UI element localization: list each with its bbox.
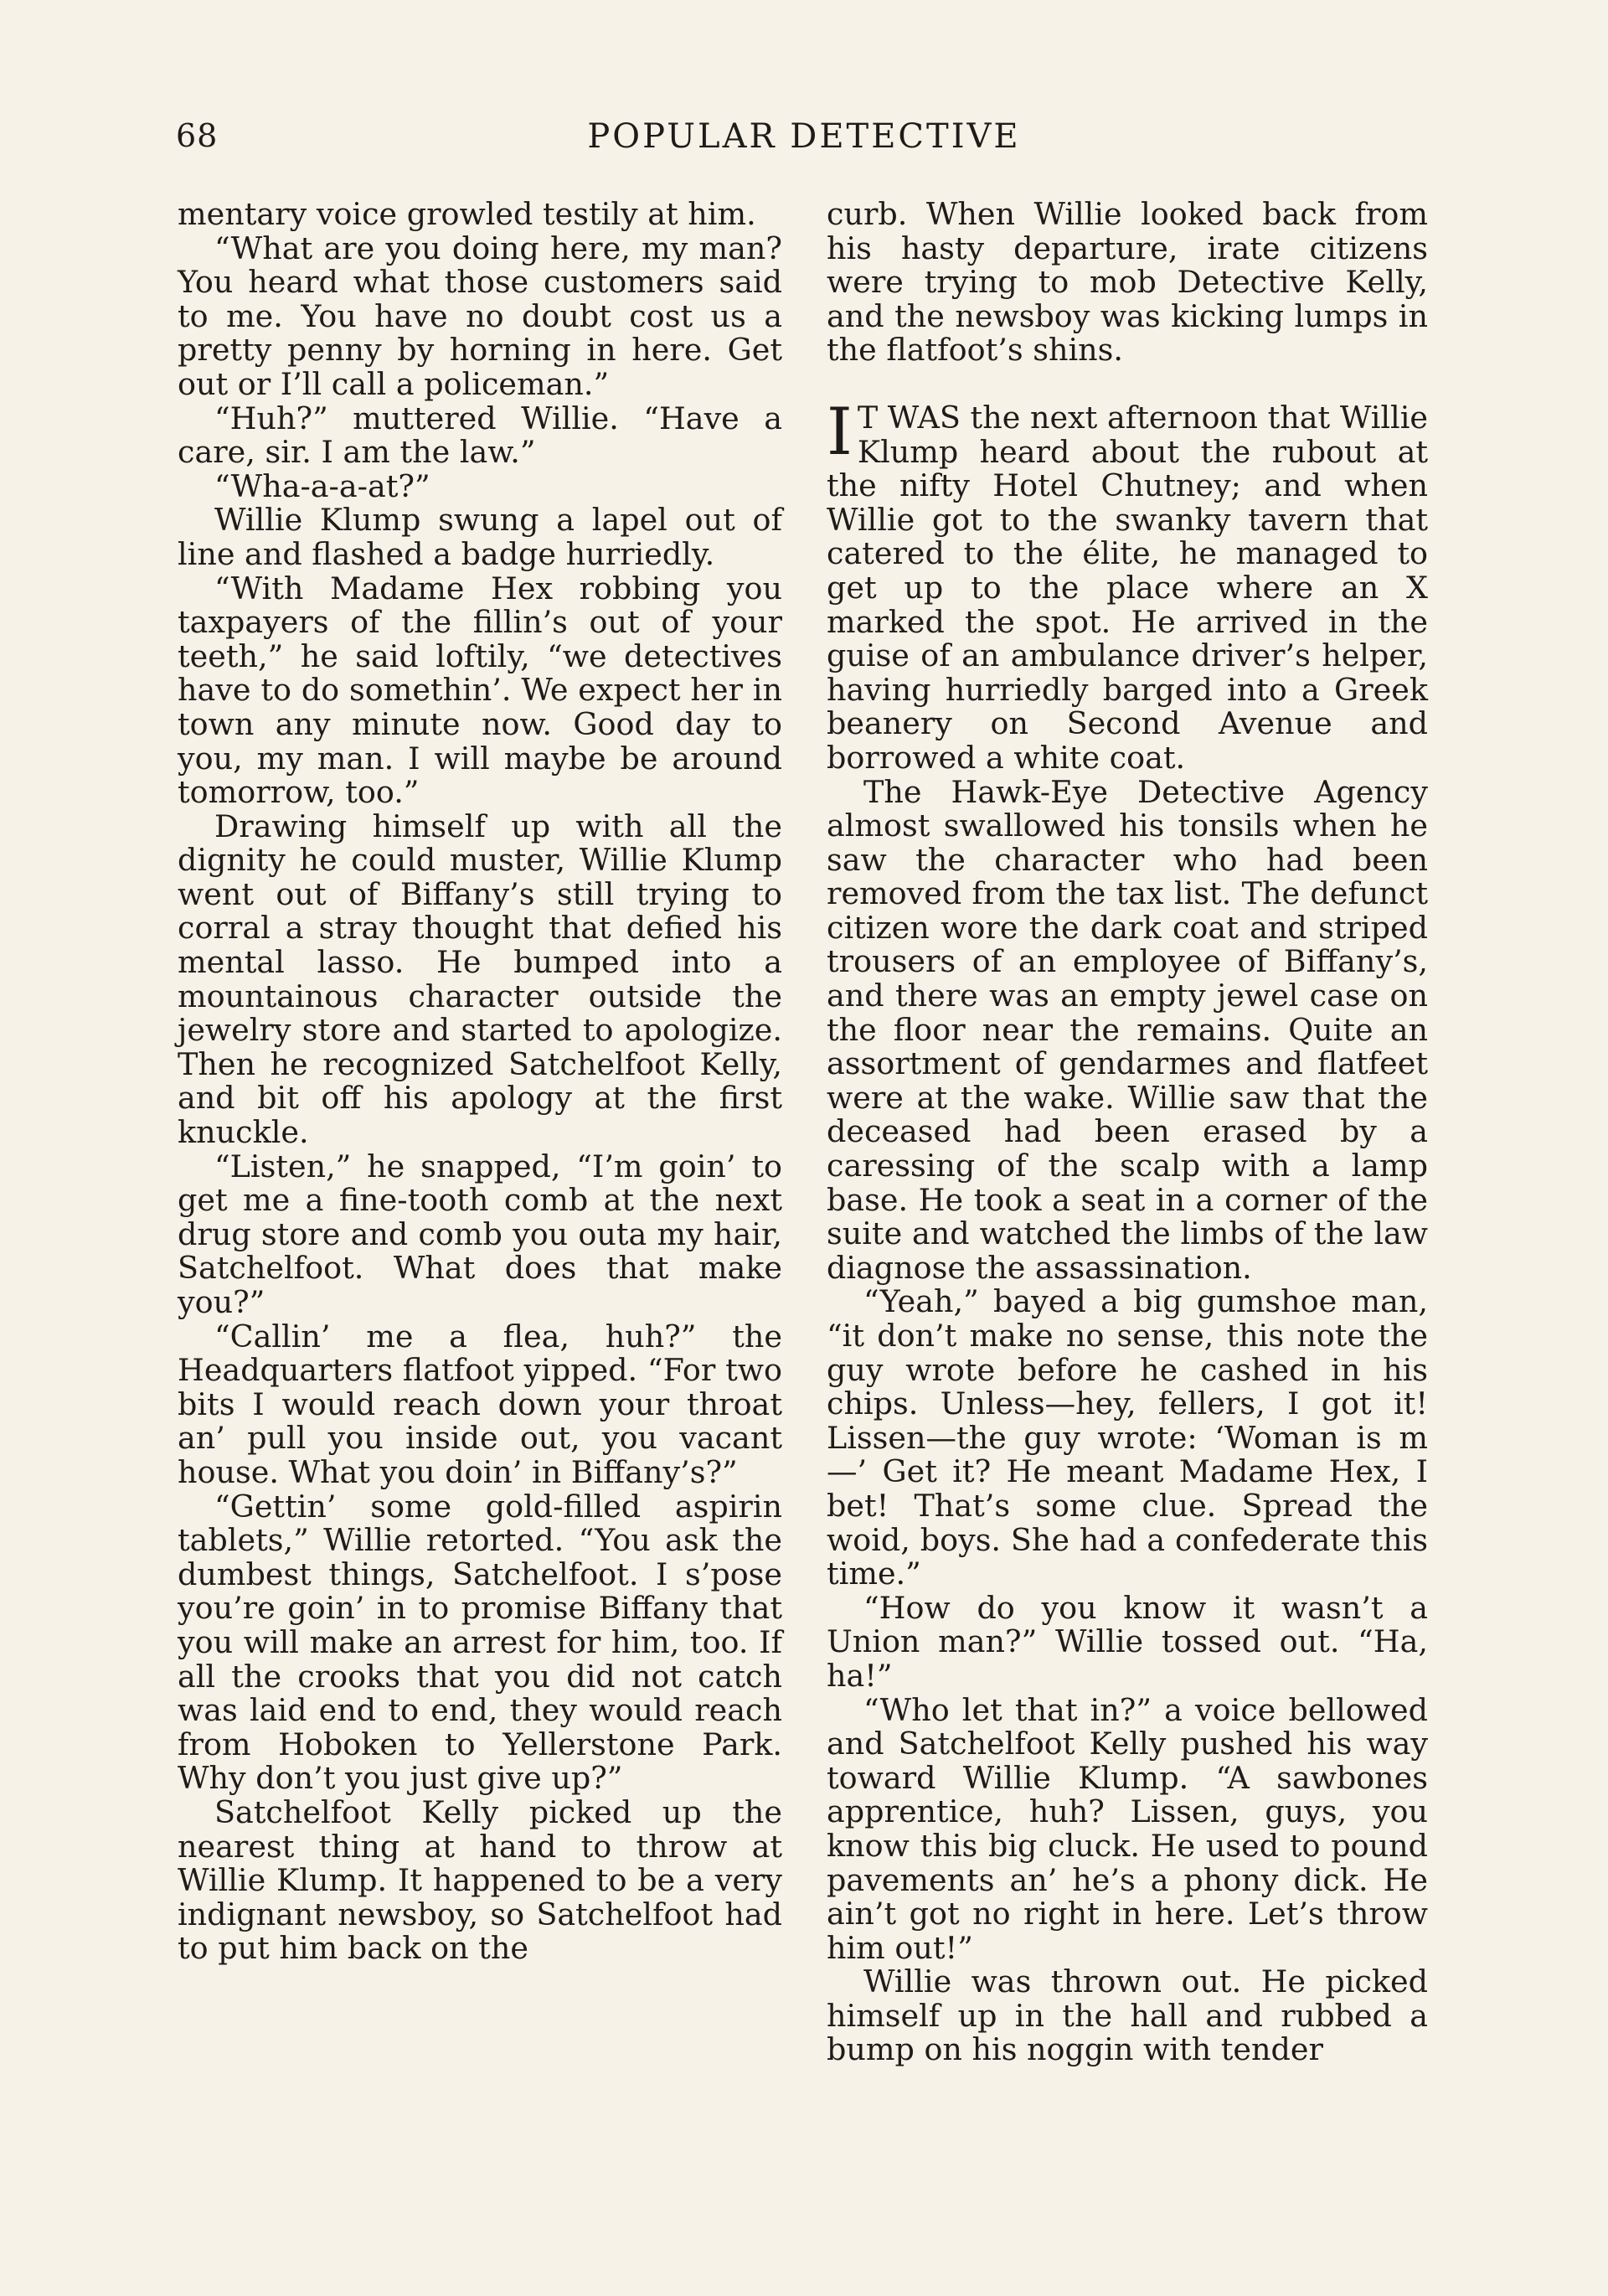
paragraph: curb. When Willie looked back from his hasty departure, irate citizens were trying to mob Detective Kelly, and the newsboy was kicking lumps in the flatfoot’s shins. — [827, 196, 1428, 369]
drop-cap: I — [827, 394, 853, 470]
running-title: POPULAR DETECTIVE — [587, 117, 1021, 156]
paragraph: Satchelfoot Kelly picked up the nearest thing at hand to throw at Willie Klump. It happened to be a very indignant newsboy, so Satchelfoot had to put him back on the — [178, 1793, 782, 1967]
section-opening-text: T WAS the next afternoon that Willie Klump heard about the rubout at the nifty Hotel Chutney; and when Willie got to the swanky tavern that catered to the élite, he managed to get up to the place where an X marked the spot. He arrived in the guise of an ambulance driver’s helper, having hurriedly barged into a Greek beanery on Second Avenue and borrowed a white coat. — [827, 399, 1428, 776]
paragraph: “With Madame Hex robbing you taxpayers of the fillin’s out of your teeth,” he said loftily, “we detectives have to do somethin’. We expect her in town any minute now. Good day to you, my man. I will maybe be around tomorrow, too.” — [178, 570, 782, 811]
paragraph: “How do you know it wasn’t a Union man?” Willie tossed out. “Ha, ha!” — [827, 1589, 1428, 1694]
section-opening-paragraph — [827, 394, 1428, 776]
paragraph: “Callin’ me a flea, huh?” the Headquarters flatfoot yipped. “For two bits I would reach down your throat an’ pull you inside out, you vacant house. What you doin’ in Biffany’s?” — [178, 1318, 782, 1490]
left-column — [178, 198, 782, 1966]
paragraph: Willie Klump swung a lapel out of line and flashed a badge hurriedly. — [178, 502, 782, 572]
paragraph: “What are you doing here, my man? You heard what those customers said to me. You have no doubt cost us a pretty penny by horning in here. Get out or I’ll call a policeman.” — [178, 230, 782, 402]
paragraph: “Wha-a-a-at?” — [214, 467, 430, 504]
paragraph: “Who let that in?” a voice bellowed and Satchelfoot Kelly pushed his way toward Willie Klump. “A sawbones apprentice, huh? Lissen, guys, you know this big cluck. He used to pound pavements an’ he’s a phony dick. He ain’t got no right in here. Let’s throw him out!” — [827, 1691, 1428, 1966]
paragraph: The Hawk-Eye Detective Agency almost swallowed his tonsils when he saw the character who had been removed from the tax list. The defunct citizen wore the dark coat and striped trousers of an employee of Biffany’s, and there was an empty jewel case on the floor near the remains. Quite an assortment of gendarmes and flatfeet were at the wake. Willie saw that the deceased had been erased by a caressing of the scalp with a lamp base. He took a seat in a corner of the suite and watched the limbs of the law diagnose the assassination. — [827, 773, 1428, 1286]
page-number: 68 — [176, 117, 219, 154]
right-column — [827, 198, 1428, 2067]
paragraph: “Huh?” muttered Willie. “Have a care, sir. I am the law.” — [178, 400, 782, 471]
paragraph: Drawing himself up with all the dignity he could muster, Willie Klump went out of Biffany’s still trying to corral a stray thought that defied his mental lasso. He bumped into a mountainous character outside the jewelry store and started to apologize. Then he recognized Satchelfoot Kelly, and bit off his apology at the first knuckle. — [178, 807, 782, 1151]
paragraph: “Gettin’ some gold-filled aspirin tablets,” Willie retorted. “You ask the dumbest things, Satchelfoot. I s’pose you’re goin’ in to promise Biffany that you will make an arrest for him, too. If all the crooks that you did not catch was laid end to end, they would reach from Hoboken to Yellerstone Park. Why don’t you just give up?” — [178, 1488, 782, 1797]
paragraph: “Listen,” he snapped, “I’m goin’ to get me a fine-tooth comb at the next drug store and comb you outa my hair, Satchelfoot. What does that make you?” — [178, 1148, 782, 1320]
paragraph: Willie was thrown out. He picked himself up in the hall and rubbed a bump on his noggin with tender — [827, 1963, 1428, 2068]
page-header — [176, 117, 1432, 168]
paragraph: “Yeah,” bayed a big gumshoe man, “it don’t make no sense, this note the guy wrote before he cashed in his chips. Unless—hey, fellers, I got it! Lissen—the guy wrote: ‘Woman is m—’ Get it? He meant Madame Hex, I bet! That’s some clue. Spread the woid, boys. She had a confederate this time.” — [827, 1283, 1428, 1592]
paragraph: mentary voice growled testily at him. — [178, 196, 756, 232]
